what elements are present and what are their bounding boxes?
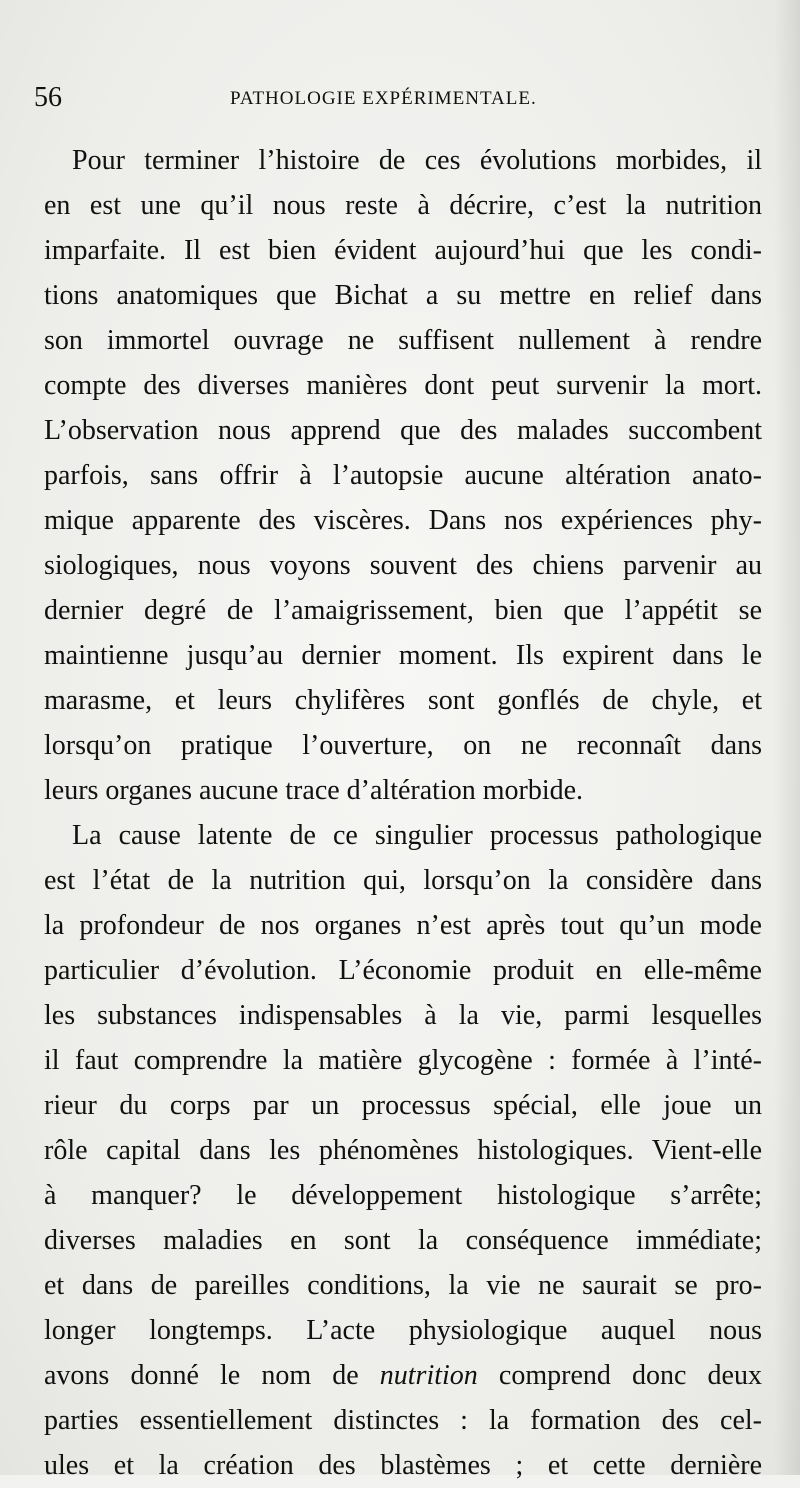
text-line: La cause latente de ce singulier processus pathologique: [72, 820, 762, 851]
text-line: et dans de pareilles conditions, la vie ne saurait se pro-: [44, 1270, 762, 1301]
text-line: rieur du corps par un processus spécial, elle joue un: [44, 1090, 762, 1121]
text-line: imparfaite. Il est bien évident aujourd’hui que les condi-: [44, 235, 762, 266]
text-line: diverses maladies en sont la conséquence immédiate;: [44, 1225, 762, 1256]
line-text-before-italic: avons donné le nom de: [44, 1360, 380, 1391]
text-line: son immortel ouvrage ne suffisent nullement à rendre: [44, 325, 762, 356]
italic-term: nutrition: [379, 1360, 478, 1391]
text-line: en est une qu’il nous reste à décrire, c’est la nutrition: [44, 190, 762, 221]
text-line: est l’état de la nutrition qui, lorsqu’on la considère dans: [44, 865, 762, 896]
page-number: 56: [34, 82, 62, 113]
text-line: particulier d’évolution. L’économie produit en elle-même: [44, 955, 762, 986]
text-line: dernier degré de l’amaigrissement, bien que l’appétit se: [44, 595, 762, 626]
page-edge-shadow: [774, 0, 800, 1475]
text-line: leurs organes aucune trace d’altération morbide.: [44, 775, 584, 806]
text-line-with-italic: [44, 1353, 762, 1398]
text-line: mique apparente des viscères. Dans nos expériences phy-: [44, 505, 762, 536]
text-line: compte des diverses manières dont peut survenir la mort.: [44, 370, 762, 401]
text-line: ules et la création des blastèmes ; et cette dernière: [44, 1450, 762, 1481]
text-line: parfois, sans offrir à l’autopsie aucune altération anato-: [44, 460, 762, 491]
text-line: tions anatomiques que Bichat a su mettre en relief dans: [44, 280, 762, 311]
body-text: [44, 138, 762, 1488]
text-line: marasme, et leurs chylifères sont gonflés de chyle, et: [44, 685, 762, 716]
text-line: longer longtemps. L’acte physiologique auquel nous: [44, 1315, 762, 1346]
text-line: à manquer? le développement histologique s’arrête;: [44, 1180, 762, 1211]
paragraph-2: [44, 813, 762, 1488]
text-line: les substances indispensables à la vie, parmi lesquelles: [44, 1000, 762, 1031]
text-line: siologiques, nous voyons souvent des chiens parvenir au: [44, 550, 762, 581]
text-line: rôle capital dans les phénomènes histologiques. Vient-elle: [44, 1135, 762, 1166]
text-line: lorsqu’on pratique l’ouverture, on ne reconnaît dans: [44, 730, 762, 761]
paragraph-1: [44, 138, 762, 813]
text-line: parties essentiellement distinctes : la formation des cel-: [44, 1405, 762, 1436]
running-head: PATHOLOGIE EXPÉRIMENTALE.: [230, 88, 537, 109]
page-header: [34, 82, 770, 118]
text-line: la profondeur de nos organes n’est après tout qu’un mode: [44, 910, 762, 941]
line-text-after-italic: comprend donc deux: [477, 1360, 762, 1391]
text-line: L’observation nous apprend que des malades succombent: [44, 415, 762, 446]
text-line: maintienne jusqu’au dernier moment. Ils expirent dans le: [44, 640, 762, 671]
text-line: Pour terminer l’histoire de ces évolutions morbides, il: [72, 145, 762, 176]
text-line: il faut comprendre la matière glycogène : formée à l’inté-: [44, 1045, 762, 1076]
